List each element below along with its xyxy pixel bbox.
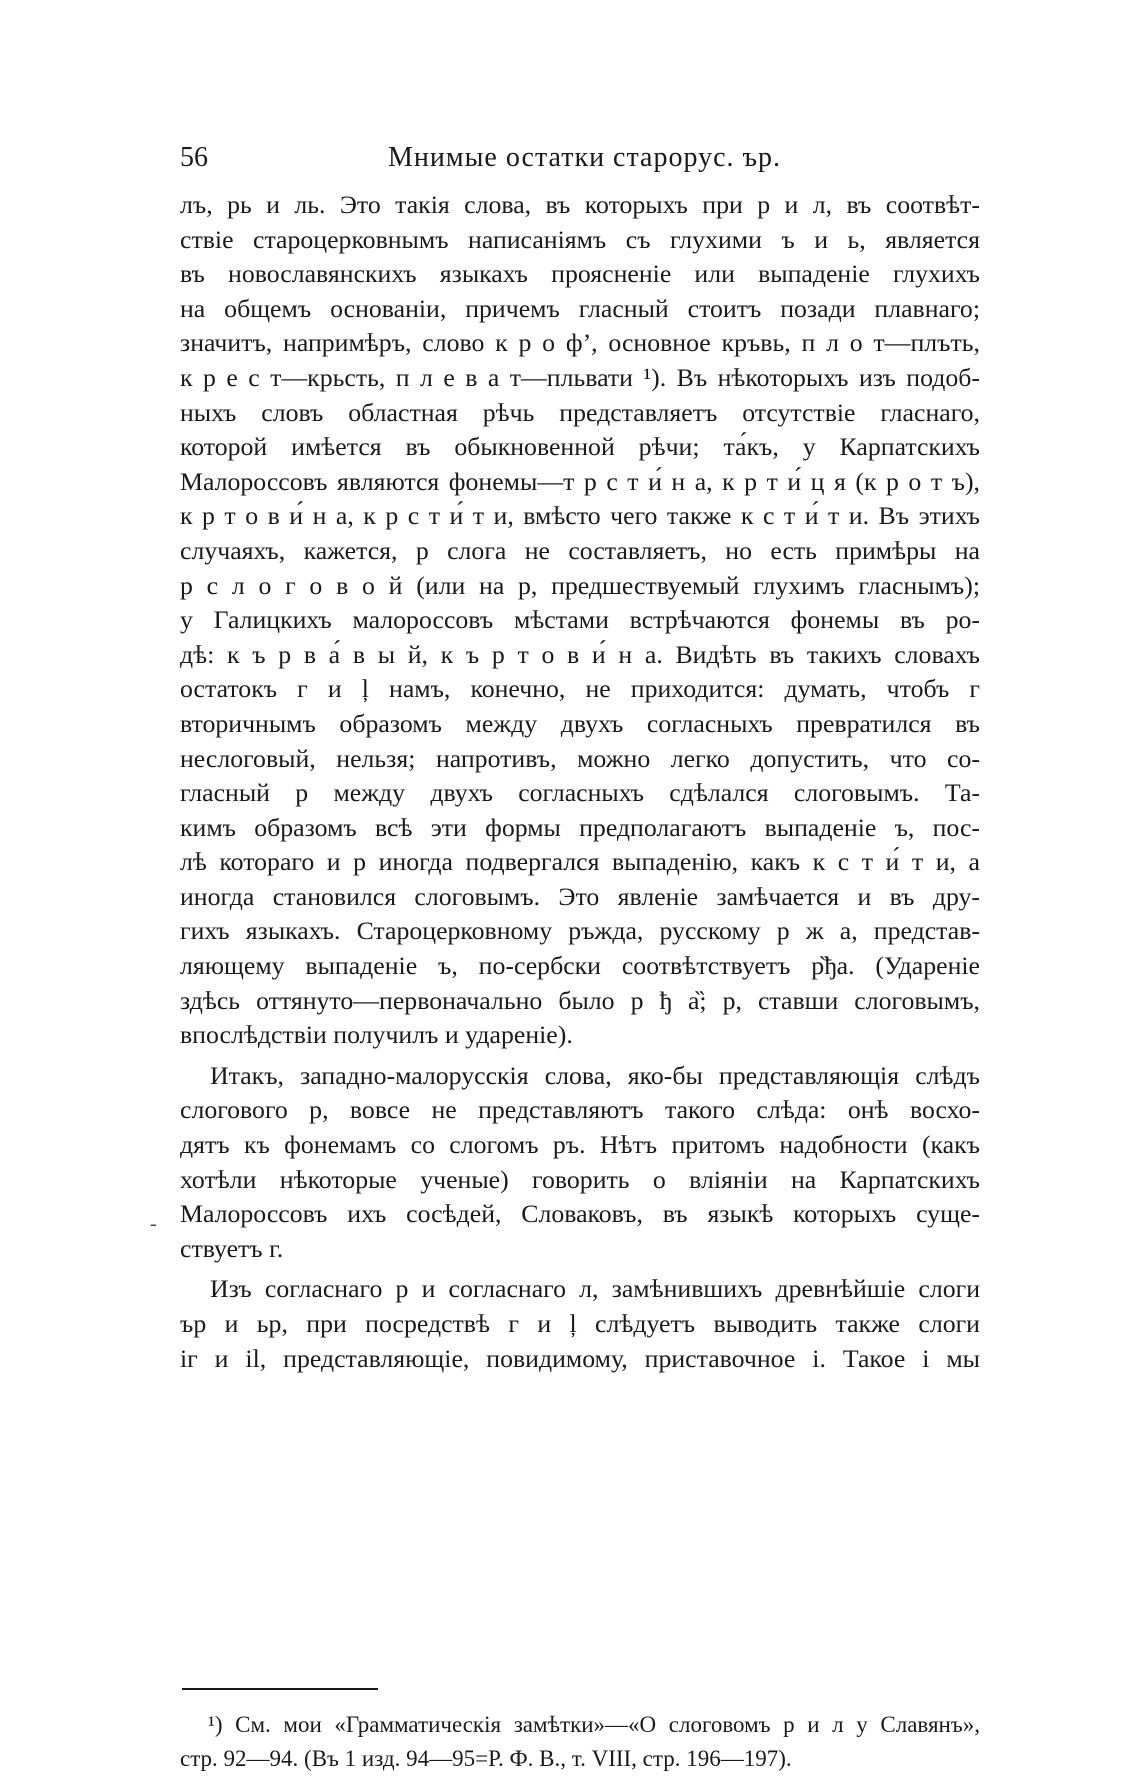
text-line: Итакъ, западно-малорусскія слова, яко-бы представляющія слѣдъ (210, 1060, 980, 1090)
footnote-line: стр. 92—94. (Въ 1 изд. 94—95=Р. Ф. В., т. VIII, стр. 196—197). (180, 1746, 792, 1771)
text-line: Малороссовъ являются фонемы—т р с т и́ н а, к р т и́ ц я (к р о т ъ), (180, 466, 980, 496)
text-line: дѣ: к ъ р в а́ в ы й, к ъ р т о в и́ н а. Видѣть въ такихъ словахъ (180, 639, 980, 669)
text-line: хотѣли нѣкоторые ученые) говорить о вліяніи на Карпатскихъ (180, 1164, 980, 1194)
running-title: Мнимые остатки старорус. ър. (388, 142, 782, 173)
text-line: значитъ, напримѣръ, слово к р о ф’, основное кръвь, п л о т—плъть, (180, 328, 980, 358)
text-line: въ новославянскихъ языкахъ проясненіе или выпаденіе глухихъ (180, 259, 980, 289)
text-line: р с л о г о в о й (или на р, предшествуемый глухимъ гласнымъ); (180, 570, 980, 600)
margin-mark: - (150, 1213, 157, 1235)
text-line: ляющему выпаденіе ъ, по-сербски соотвѣтствуетъ р̏ђа. (Удареніе (180, 951, 980, 981)
paragraph-3 (180, 1272, 980, 1376)
text-line: на общемъ основаніи, причемъ гласный стоитъ позади плавнаго; (180, 293, 980, 323)
text-line: случаяхъ, кажется, р слога не составляетъ, но есть примѣры на (180, 535, 980, 565)
text-line: Малороссовъ ихъ сосѣдей, Словаковъ, въ языкѣ которыхъ суще- (180, 1199, 980, 1229)
text-line: к р т о в и́ н а, к р с т и́ т и, вмѣсто чего также к с т и́ т и. Въ этихъ (180, 501, 980, 531)
text-line: слогового р, вовсе не представляютъ такого слѣда: онѣ восхо- (180, 1095, 980, 1125)
text-line: кимъ образомъ всѣ эти формы предполагаютъ выпаденіе ъ, пос- (180, 812, 980, 842)
text-line: Изъ согласнаго р и согласнаго л, замѣнившихъ древнѣйшіе слоги (210, 1274, 980, 1304)
page-number: 56 (180, 142, 208, 173)
text-line: иногда становился слоговымъ. Это явленіе замѣчается и въ дру- (180, 881, 980, 911)
text-line: гласный р между двухъ согласныхъ сдѣлался слоговымъ. Та- (180, 778, 980, 808)
text-line: впослѣдствіи получилъ и удареніе). (180, 1020, 573, 1050)
text-line: ныхъ словъ областная рѣчь представляетъ отсутствіе гласнаго, (180, 397, 980, 427)
text-line: у Галицкихъ малороссовъ мѣстами встрѣчаются фонемы въ ро- (180, 605, 980, 635)
footnote-1 (180, 1708, 980, 1776)
page-header (180, 142, 980, 182)
text-line: ствіе староцерковнымъ написаніямъ съ глухими ъ и ь, является (180, 224, 980, 254)
footnotes (180, 1708, 980, 1776)
footnote-divider (182, 1688, 378, 1690)
text-line: вторичнымъ образомъ между двухъ согласныхъ превратился въ (180, 708, 980, 738)
text-line: здѣсь оттянуто—первоначально было р ђ а̏; р, ставши слоговымъ, (180, 985, 980, 1015)
footnote-line: ¹) См. мои «Грамматическія замѣтки»—«О слоговомъ р и л у Славянъ», (208, 1712, 980, 1737)
text-line: дятъ къ фонемамъ со слогомъ ръ. Нѣтъ притомъ надобности (какъ (180, 1130, 980, 1160)
text-line: которой имѣется въ обыкновенной рѣчи; та́къ, у Карпатскихъ (180, 432, 980, 462)
text-line: іг и il, представляющіе, повидимому, приставочное і. Такое і мы (180, 1343, 980, 1373)
text-line: ър и ьр, при посредствѣ г и ļ слѣдуетъ выводить также слоги (180, 1309, 980, 1338)
text-line: к р е с т—крьсть, п л е в а т—пльвати ¹). Въ нѣкоторыхъ изъ подоб- (180, 362, 980, 392)
text-line: лѣ котораго и р иногда подвергался выпаденію, какъ к с т и́ т и, а (180, 847, 980, 877)
body-text (180, 188, 980, 1376)
text-line: гихъ языкахъ. Староцерковному ръжда, русскому р ж а, представ- (180, 916, 980, 946)
text-line: ствуетъ г. (180, 1233, 284, 1263)
paragraph-2 (180, 1059, 980, 1267)
text-line: лъ, рь и ль. Это такія слова, въ которыхъ при р и л, въ соотвѣт- (180, 190, 980, 219)
text-line: остатокъ г и ļ намъ, конечно, не приходится: думать, чтобъ г (180, 674, 980, 704)
text-line: неслоговый, нельзя; напротивъ, можно легко допустить, что со- (180, 743, 980, 773)
paragraph-1 (180, 188, 980, 1053)
